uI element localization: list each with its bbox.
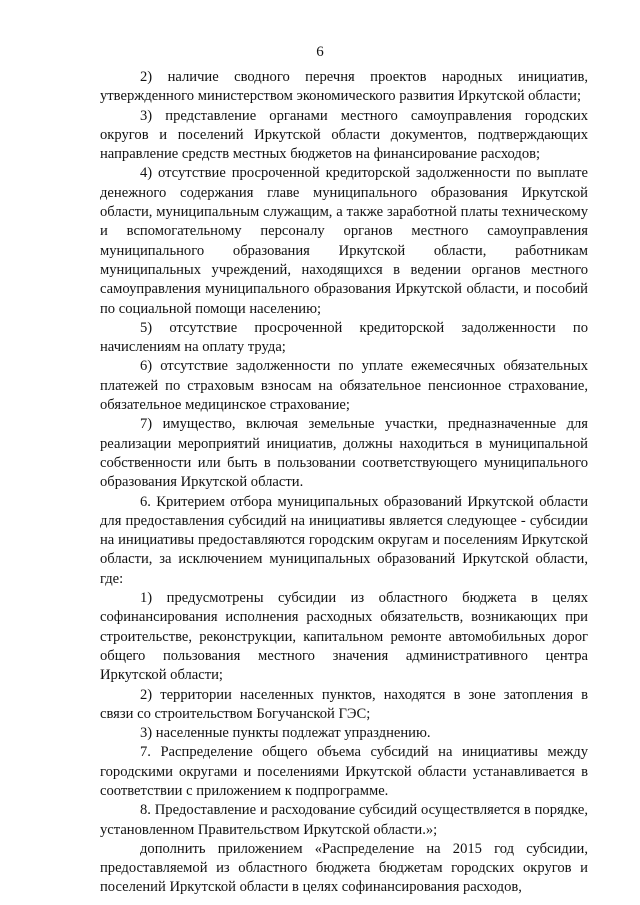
paragraph-item-5-no-overdue-payroll-charges: 5) отсутствие просроченной кредиторской задолженности по начислениям на оплату труда;	[100, 319, 588, 356]
paragraph-section-7-distribution: 7. Распределение общего объема субсидий на инициативы между городскими округами и поселениями Иркутской области устанавливается в соответствии с приложением к подпрограмме.	[100, 744, 588, 799]
paragraph-item-7-municipal-property: 7) имущество, включая земельные участки, предназначенные для реализации мероприятий инициатив, должны находиться в муниципальной собственности или быть в пользовании соответствующего муниципального образования Иркутской области.	[100, 416, 588, 491]
paragraph-exclusion-2-flood-zone: 2) территории населенных пунктов, находятся в зоне затопления в связи со строительством Богучанской ГЭС;	[100, 686, 588, 722]
paragraph-item-4-no-overdue-salary-debt: 4) отсутствие просроченной кредиторской задолженности по выплате денежного содержания главе муниципального образования Иркутской области, муниципальным служащим, а также заработной платы техническому и вспомогательному персоналу органов местного самоуправления муниципального образования Иркутской области, работникам муниципальных учреждений, находящихся в ведении органов местного самоуправления муниципального образования Иркутской области, и пособий по социальной помощи населению;	[100, 165, 588, 317]
paragraph-append-annex: дополнить приложением «Распределение на 2015 год субсидии, предоставляемой из областного бюджета бюджетам городских округов и поселений Иркутской области в целях софинансирования расходов,	[100, 840, 588, 896]
page-number: 6	[316, 44, 324, 60]
paragraph-exclusion-3-abolished-settlements: 3) населенные пункты подлежат упразднению.	[140, 725, 431, 742]
paragraph-exclusion-1-road-subsidies: 1) предусмотрены субсидии из областного бюджета в целях софинансирования исполнения расходных обязательств, возникающих при строительстве, реконструкции, капитальном ремонте автомобильных дорог общего пользования местного значения административного центра Иркутской области;	[100, 590, 588, 684]
paragraph-item-6-no-insurance-debt: 6) отсутствие задолженности по уплате ежемесячных обязательных платежей по страховым взносам на обязательное пенсионное страхование, обязательное медицинское страхование;	[100, 358, 588, 414]
paragraph-section-8-provision-order: 8. Предоставление и расходование субсидий осуществляется в порядке, установленном Правительством Иркутской области.»;	[100, 802, 588, 838]
paragraph-item-3-local-budget-documents: 3) представление органами местного самоуправления городских округов и поселений Иркутской области документов, подтверждающих направление средств местных бюджетов на финансирование расходов;	[100, 107, 588, 163]
document-body	[100, 68, 588, 898]
paragraph-item-2-consolidated-list: 2) наличие сводного перечня проектов народных инициатив, утвержденного министерством экономического развития Иркутской области;	[100, 69, 588, 105]
paragraph-section-6-selection-criterion: 6. Критерием отбора муниципальных образований Иркутской области для предоставления субсидий на инициативы является следующее - субсидии на инициативы предоставляются городским округам и поселениям Иркутской области, за исключением муниципальных образований Иркутской области, где:	[100, 493, 588, 587]
